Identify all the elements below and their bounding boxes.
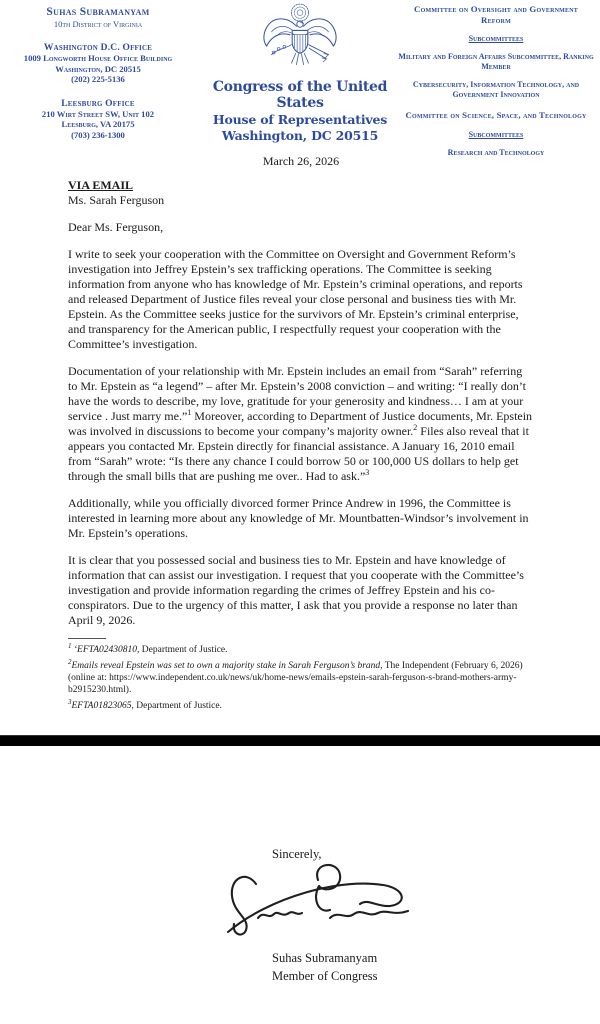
- member-name: Suhas Subramanyam: [46, 6, 150, 18]
- leesburg-office-phone: (703) 236-1300: [71, 129, 125, 140]
- dc-office-phone: (202) 225-5136: [71, 74, 125, 84]
- handwritten-signature: [222, 858, 422, 953]
- letterhead-center-block: [196, 2, 404, 143]
- paragraph-3: Additionally, while you officially divorced former Prince Andrew in 1996, the Committee is interested in learning more about any knowledge of Mr. Mountbatten-Windsor’s involvement in Mr. Epstein’s operations.: [68, 496, 529, 540]
- member-district: 10th District of Virginia: [53, 19, 143, 29]
- letter-body: [68, 154, 534, 712]
- letterhead-member-block: [8, 6, 188, 140]
- org-city-line: Washington, DC 20515: [221, 128, 379, 143]
- signature-block: [272, 847, 378, 984]
- dc-office-address: 1009 Longworth House Office Building: [23, 53, 173, 63]
- paragraph-4: It is clear that you possessed social and business ties to Mr. Epstein and have knowledge of information that can assist our investigation. I request that you cooperate with the Committee’s investigation and provide information regarding the crimes of Jeffrey Epstein and his co-conspirators. Due to the urgency of this matter, I ask that you provide a response no later than April 9, 2026.: [68, 553, 524, 627]
- letter-date: March 26, 2026: [262, 154, 340, 168]
- paragraph-2-text: Moreover, according to Department of Justice documents, Mr. Epstein was involved in discussions to become your company’s majority owner.: [68, 409, 533, 438]
- committee-science-block: [398, 110, 594, 157]
- footnote-1: [68, 641, 534, 656]
- footnote-marker: 1: [68, 641, 72, 650]
- leesburg-office-title: Leesburg Office: [61, 98, 135, 109]
- signer-title: Member of Congress: [272, 969, 378, 983]
- valediction: Sincerely,: [272, 847, 322, 861]
- dc-office-title: Washington D.C. Office: [43, 43, 153, 53]
- signer-name: Suhas Subramanyam: [272, 951, 378, 965]
- subcommittees-label: Subcommittees: [468, 34, 524, 43]
- paragraph-2: [68, 364, 534, 484]
- delivery-method: VIA EMAIL: [68, 178, 134, 192]
- subcommittee-item: Military and Foreign Affairs Subcommittee, Ranking Member: [398, 52, 594, 71]
- subcommittees-label: Subcommittees: [468, 129, 524, 139]
- dc-office-block: [8, 43, 188, 85]
- footnote-text: , Department of Justice.: [131, 701, 222, 711]
- footnote-3: [68, 697, 534, 712]
- letterhead-committees-block: [398, 4, 594, 157]
- footnote-ref-2: 2: [413, 423, 418, 432]
- footnote-source: ‘EFTA02430810: [73, 645, 138, 655]
- footnote-2: [68, 657, 534, 696]
- footnote-ref-1: 1: [187, 408, 192, 417]
- page-break-bar: [0, 735, 600, 746]
- footnote-marker: 3: [68, 697, 72, 706]
- great-seal-icon: [257, 2, 343, 76]
- committee-name: Committee on Oversight and Government Reform: [414, 4, 578, 25]
- footnote-text: , Department of Justice.: [137, 645, 228, 655]
- leesburg-office-block: [8, 99, 188, 141]
- footnote-separator: [68, 638, 106, 639]
- footnote-source: Emails reveal Epstein was set to own a majority stake in Sarah Ferguson’s brand,: [71, 661, 383, 671]
- paragraph-2-text: Documentation of your relationship with Mr. Epstein includes an email from “Sarah” referring to Mr. Epstein as “a legend” – after Mr. Epstein’s 2008 conviction – and writing: “I really don’t have the words to describe, my love, gratitude for your generosity and kindness… I am at your service . Just marry me.”: [68, 364, 527, 423]
- committee-oversight-block: [398, 4, 594, 99]
- org-congress-line: Congress of the United States: [212, 79, 388, 111]
- recipient-name: Ms. Sarah Ferguson: [68, 193, 165, 207]
- footnote-marker: 2: [68, 657, 72, 666]
- committee-name: Committee on Science, Space, and Technology: [405, 110, 587, 120]
- org-house-line: House of Representatives: [212, 112, 388, 127]
- paragraph-1: I write to seek your cooperation with the Committee on Oversight and Government Reform’s investigation into Jeffrey Epstein’s sex trafficking operations. The Committee is seeking information from anyone who has knowledge of Mr. Epstein’s criminal operations, and reports and released Department of Justice files reveal your close personal and business ties with Mr. Epstein. As the Committee seeks justice for the survivors of Mr. Epstein’s criminal enterprise, and transparency for the American public, I respectfully request your cooperation with the Committee’s investigation.: [68, 247, 523, 351]
- leesburg-office-address: 210 Wirt Street SW, Unit 102: [41, 108, 155, 119]
- paragraph-2-text: Files also reveal that it appears you contacted Mr. Epstein directly for financial assistance. A January 16, 2010 email from “Sarah” wrote: “Is there any chance I could borrow 50 or 100,000 US dollars to help get through the small bills that are pushing me over.. Had to ask.”: [68, 424, 529, 483]
- salutation: Dear Ms. Ferguson,: [68, 220, 164, 234]
- footnotes-section: [68, 638, 534, 712]
- footnote-ref-3: 3: [365, 468, 370, 477]
- dc-office-city: Washington, DC 20515: [55, 63, 141, 74]
- footnote-text: The Independent (February 6, 2026) (online at: https://www.independent.co.uk/news/uk/home-news/emails-epstein-sarah-ferguson-s-brand-mothers-army-b2915230.html).: [68, 661, 523, 695]
- subcommittee-item: Research and Technology: [447, 147, 545, 157]
- leesburg-office-city: Leesburg, VA 20175: [61, 119, 135, 129]
- footnote-source: EFTA01823065: [71, 701, 132, 711]
- subcommittee-item: Cybersecurity, Information Technology, and Government Innovation: [412, 80, 580, 99]
